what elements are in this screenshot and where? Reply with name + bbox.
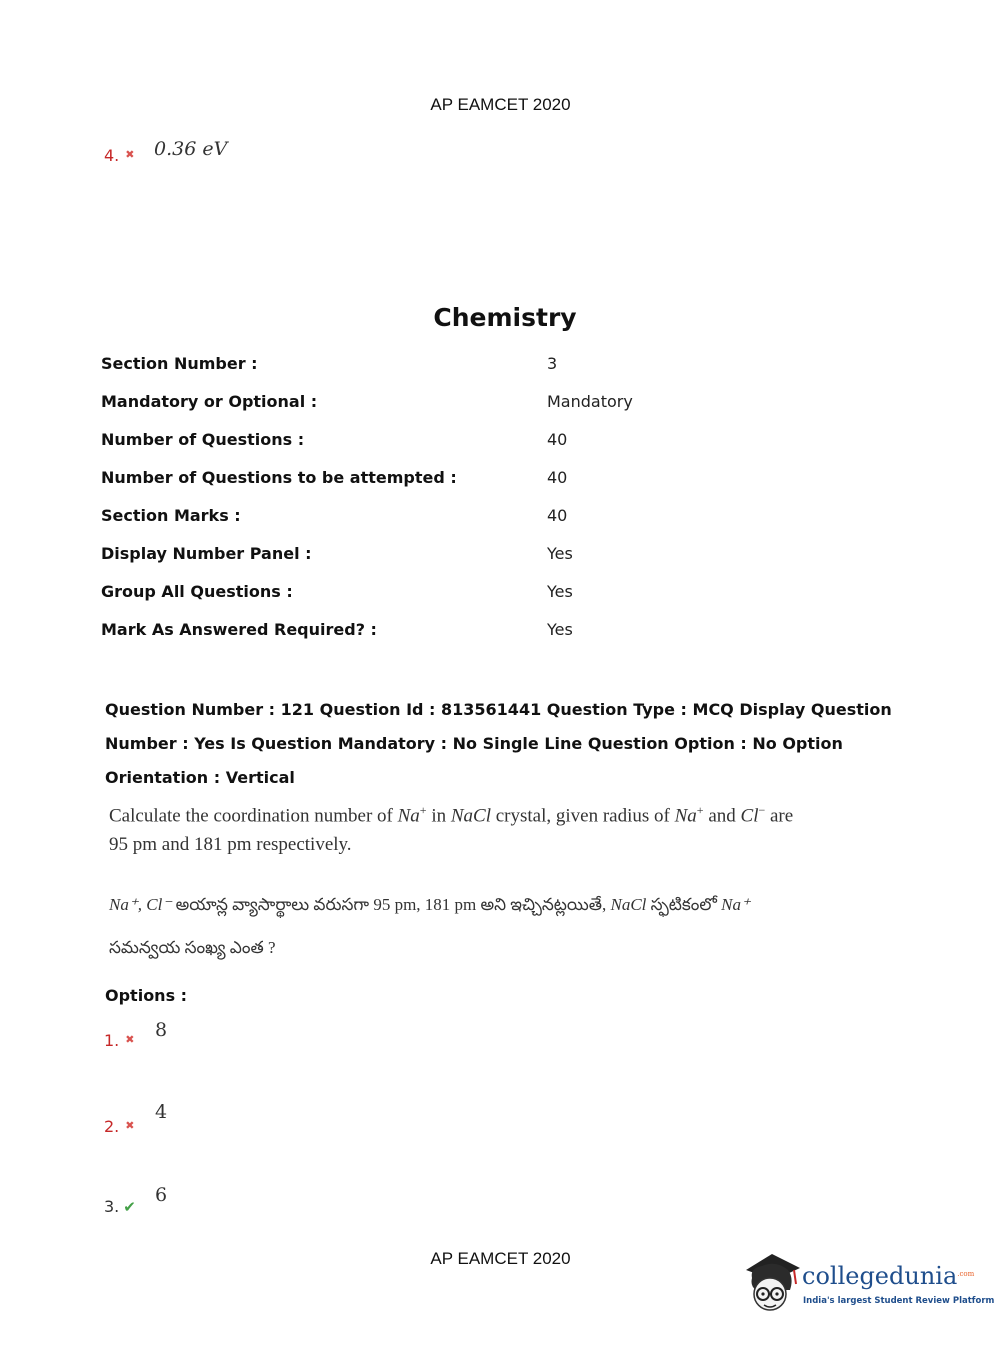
option-number: 3. bbox=[104, 1197, 120, 1216]
wrong-mark-icon: ✖ bbox=[125, 148, 135, 161]
math-sup: + bbox=[696, 803, 704, 817]
logo-wordmark bbox=[802, 1262, 974, 1290]
math-sup: − bbox=[758, 803, 766, 817]
info-value: 40 bbox=[547, 506, 568, 525]
math-na: Na⁺ bbox=[721, 895, 750, 914]
info-label: Display Number Panel : bbox=[101, 544, 312, 563]
text-run: crystal, given radius of bbox=[490, 805, 675, 827]
info-label: Mandatory or Optional : bbox=[101, 392, 318, 411]
logo-dotcom: .com bbox=[957, 1270, 975, 1278]
mascot-icon bbox=[742, 1250, 802, 1316]
question-meta-line-2: Number : Yes Is Question Mandatory : No Single Line Question Option : No Option bbox=[105, 734, 843, 753]
question-english-line-1 bbox=[109, 803, 793, 827]
option-3 bbox=[104, 1197, 136, 1216]
question-meta-line-3: Orientation : Vertical bbox=[105, 768, 295, 787]
info-value: 40 bbox=[547, 430, 568, 449]
text-run: Calculate the coordination number of bbox=[109, 805, 398, 827]
section-title: Chemistry bbox=[433, 303, 577, 332]
logo-tagline: India's largest Student Review Platform bbox=[803, 1296, 995, 1306]
info-label: Section Number : bbox=[101, 354, 258, 373]
math-na: Na bbox=[397, 805, 420, 827]
info-value: 3 bbox=[547, 354, 558, 373]
info-value: Yes bbox=[547, 620, 573, 639]
text-run: స్ఫటికంలో bbox=[646, 895, 722, 914]
page-footer: AP EAMCET 2020 bbox=[430, 1249, 571, 1268]
text-run: are bbox=[765, 805, 794, 827]
options-label: Options : bbox=[105, 986, 188, 1005]
wrong-mark-icon: ✖ bbox=[125, 1119, 135, 1132]
option-number: 1. bbox=[104, 1031, 120, 1050]
math-ions: Na⁺, Cl⁻ bbox=[109, 895, 172, 914]
info-label: Number of Questions to be attempted : bbox=[101, 468, 457, 487]
question-telugu-line-2: సమన్వయ సంఖ్య ఎంత ? bbox=[109, 938, 276, 957]
option-2-value: 4 bbox=[155, 1101, 168, 1123]
math-sup: + bbox=[419, 803, 427, 817]
option-1 bbox=[104, 1031, 134, 1050]
collegedunia-logo bbox=[742, 1250, 995, 1320]
math-nacl: NaCl bbox=[610, 895, 647, 914]
info-value: Yes bbox=[547, 582, 573, 601]
question-meta-line-1: Question Number : 121 Question Id : 813561441 Question Type : MCQ Display Question bbox=[105, 700, 892, 719]
info-value: Mandatory bbox=[547, 392, 633, 411]
option-number: 4. bbox=[104, 146, 120, 165]
option-number: 2. bbox=[104, 1117, 120, 1136]
info-label: Section Marks : bbox=[101, 506, 241, 525]
text-run: అయాన్ల వ్యాసార్థాలు వరుసగా 95 pm, 181 pm అని ఇచ్చినట్లయితే, bbox=[171, 895, 611, 914]
logo-name: collegedunia bbox=[802, 1262, 958, 1290]
info-value: Yes bbox=[547, 544, 573, 563]
question-english-line-2: 95 pm and 181 pm respectively. bbox=[109, 834, 352, 855]
info-value: 40 bbox=[547, 468, 568, 487]
prev-option-4-value: 0.36 eV bbox=[154, 138, 228, 160]
info-label: Mark As Answered Required? : bbox=[101, 620, 377, 639]
text-run: in bbox=[426, 805, 451, 827]
info-label: Number of Questions : bbox=[101, 430, 305, 449]
question-telugu-line-1 bbox=[109, 895, 750, 919]
page-header: AP EAMCET 2020 bbox=[430, 95, 571, 114]
prev-option-4 bbox=[104, 146, 134, 165]
info-label: Group All Questions : bbox=[101, 582, 293, 601]
math-na: Na bbox=[674, 805, 697, 827]
check-mark-icon: ✔ bbox=[123, 1198, 136, 1216]
option-3-value: 6 bbox=[155, 1184, 168, 1206]
option-2 bbox=[104, 1117, 134, 1136]
text-run: and bbox=[703, 805, 741, 827]
math-nacl: NaCl bbox=[450, 805, 491, 827]
math-cl: Cl bbox=[740, 805, 759, 827]
wrong-mark-icon: ✖ bbox=[125, 1033, 135, 1046]
option-1-value: 8 bbox=[155, 1019, 168, 1041]
